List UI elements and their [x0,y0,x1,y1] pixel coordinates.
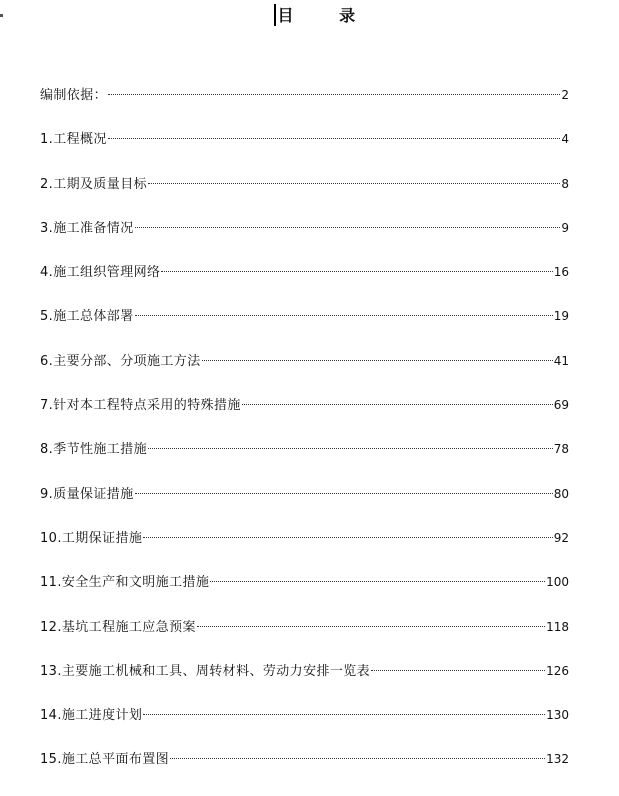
toc-page-number: 16 [553,265,569,280]
toc-entry-label: 14.施工进度计划 [40,708,143,724]
toc-entry-label: 12.基坑工程施工应急预案 [40,619,196,635]
toc-entry-label: 编制依据： [40,88,108,103]
toc-entry-label: 4.施工组织管理网络 [40,265,161,281]
toc-entry[interactable] [40,259,569,303]
toc-dot-leader [148,448,553,449]
toc-entry[interactable] [40,392,569,436]
toc-dot-leader [143,714,545,715]
corner-mark [0,14,3,17]
toc-page-number: 80 [553,486,569,501]
toc-page-number: 4 [561,132,569,147]
toc-dot-leader [148,183,560,184]
toc-page-number: 2 [561,88,569,102]
toc-entry-label: 10.工期保证措施 [40,530,143,546]
toc-title [274,2,375,30]
toc-page-number: 19 [553,309,569,324]
toc-dot-leader [108,94,560,95]
toc-page-number: 78 [553,442,569,457]
toc-dot-leader [135,227,561,228]
toc-page-number: 9 [561,220,569,235]
toc-page-number: 41 [553,353,569,368]
toc-entry-label: 8.季节性施工措施 [40,442,148,458]
toc-dot-leader [210,581,545,582]
toc-entry[interactable] [40,481,569,525]
text-cursor [274,4,276,26]
toc-dot-leader [170,758,545,759]
toc-entry-label: 3.施工准备情况 [40,220,134,236]
toc-dot-leader [197,626,545,627]
toc-entry-label: 7.针对本工程特点采用的特殊措施 [40,398,241,414]
toc-dot-leader [371,670,545,671]
toc-dot-leader [135,493,553,494]
toc-page-number: 69 [553,398,569,413]
toc-entry[interactable] [40,303,569,347]
toc-entry[interactable] [40,525,569,569]
toc-entry[interactable] [40,82,569,126]
toc-page-number: 8 [561,176,569,191]
toc-dot-leader [202,360,553,361]
toc-entry[interactable] [40,436,569,480]
toc-page-number: 92 [553,530,569,545]
toc-page-number: 132 [546,752,569,767]
toc-entry[interactable] [40,746,569,790]
toc-entry-label: 2.工期及质量目标 [40,176,148,192]
toc-title-text: 目 录 [277,6,376,25]
toc-entry-label: 5.施工总体部署 [40,309,134,325]
toc-entry[interactable] [40,614,569,658]
toc-dot-leader [108,138,561,139]
toc-entry-label: 11.安全生产和文明施工措施 [40,575,210,591]
toc-entry[interactable] [40,702,569,746]
toc-page-number: 126 [546,663,569,678]
toc-entry[interactable] [40,215,569,259]
toc-entry-label: 6.主要分部、分项施工方法 [40,353,201,369]
toc-page-number: 130 [546,708,569,723]
toc-entry-label: 15.施工总平面布置图 [40,752,170,768]
toc-page-number: 118 [546,619,569,634]
toc-dot-leader [161,271,552,272]
toc-entry[interactable] [40,126,569,170]
toc-entry-label: 13.主要施工机械和工具、周转材料、劳动力安排一览表 [40,663,371,679]
toc-page-number: 100 [546,575,569,590]
toc-entry-label: 1.工程概况 [40,132,107,148]
toc-entry[interactable] [40,348,569,392]
toc-entry[interactable] [40,569,569,613]
toc-dot-leader [242,404,553,405]
table-of-contents [40,82,569,791]
toc-entry[interactable] [40,171,569,215]
toc-entry-label: 9.质量保证措施 [40,486,134,502]
toc-dot-leader [143,537,552,538]
toc-dot-leader [135,315,553,316]
toc-entry[interactable] [40,658,569,702]
